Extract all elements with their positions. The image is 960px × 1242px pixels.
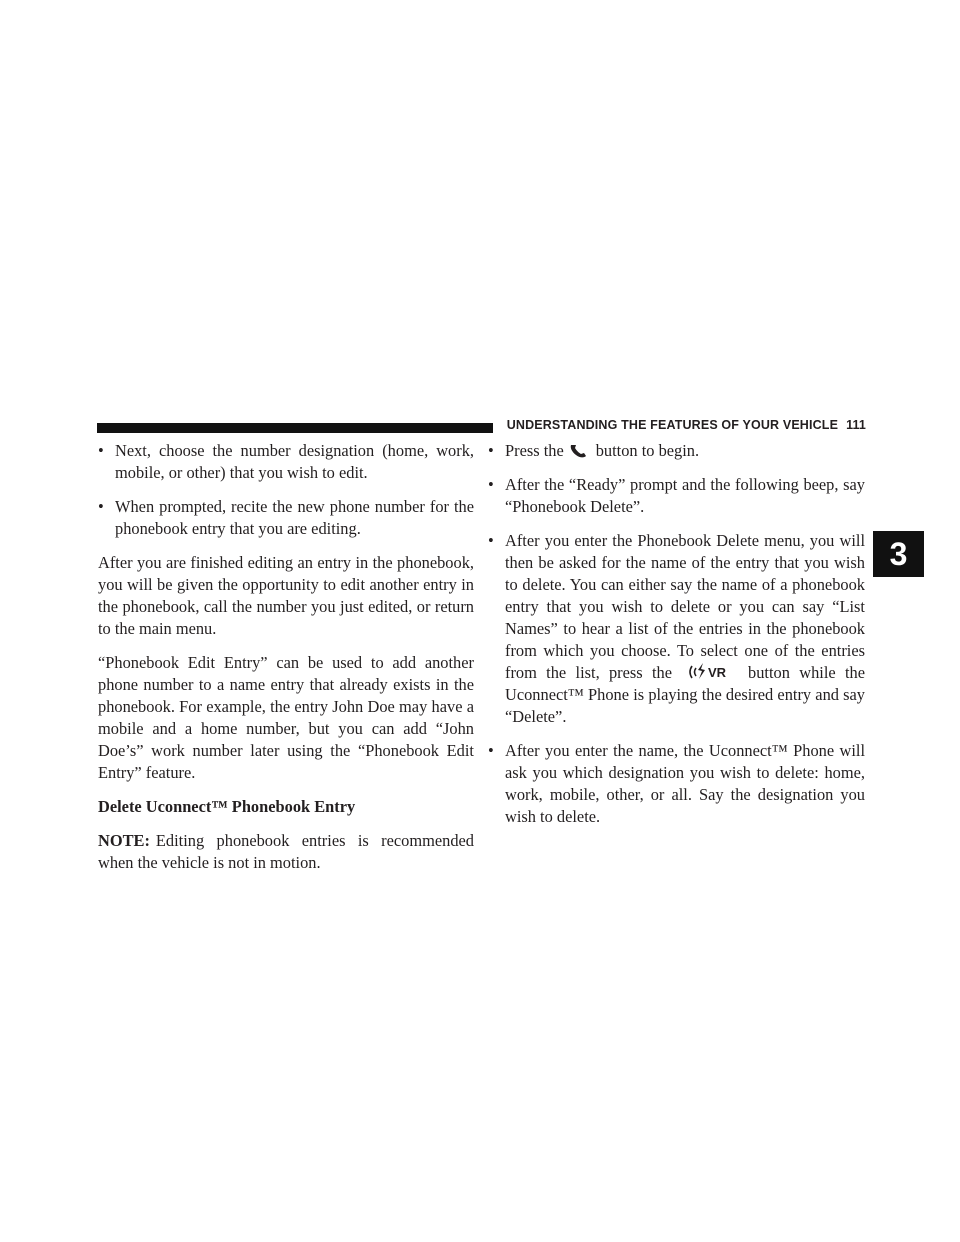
- voice-command-icon: [686, 662, 738, 682]
- bullet-text-before: Press the: [505, 441, 564, 460]
- list-item: [98, 496, 474, 540]
- list-item: [488, 530, 865, 728]
- note-text: Editing phonebook entries is recommended when the vehicle is not in motion.: [98, 831, 474, 872]
- bullet-text: Next, choose the number designation (home, work, mobile, or other) that you wish to edit.: [115, 441, 474, 482]
- note-paragraph: [98, 830, 474, 874]
- bullet-text: After you enter the name, the Uconnect™ Phone will ask you which designation you wish to delete: home, work, mobile, other, or all. Say the designation you wish to delete.: [505, 741, 865, 826]
- note-label: NOTE:: [98, 831, 150, 850]
- phone-icon: [566, 442, 592, 460]
- bullet-dot: •: [488, 475, 494, 494]
- right-column: [488, 440, 865, 840]
- list-item: [488, 474, 865, 518]
- section-heading: Delete Uconnect™ Phonebook Entry: [98, 797, 356, 816]
- paragraph: “Phonebook Edit Entry” can be used to add another phone number to a name entry that already exists in the phonebook. For example, the entry John Doe may have a mobile and a home number, but you can add “John Doe’s” work number later using the “Phonebook Edit Entry” feature.: [98, 653, 474, 782]
- paragraph: After you are finished editing an entry in the phonebook, you will be given the opportunity to edit another entry in the phonebook, call the number you just edited, or return to the main menu.: [98, 553, 474, 638]
- bullet-dot: •: [488, 531, 494, 550]
- bullet-dot: •: [98, 497, 104, 516]
- chapter-tab: 3: [873, 531, 924, 577]
- bullet-text: After the “Ready” prompt and the following beep, say “Phonebook Delete”.: [505, 475, 865, 516]
- header-title-text: UNDERSTANDING THE FEATURES OF YOUR VEHICLE: [506, 418, 839, 432]
- bullet-text-after: button to begin.: [595, 441, 700, 460]
- bullet-text-before: After you enter the Phonebook Delete menu, you will then be asked for the name of the entry that you wish to delete. You can either say the name of a phonebook entry that you wish to delete or you can say “List Names” to hear a list of the entries in the phonebook from which you choose. To select one of the entries from the list, press the: [505, 531, 865, 682]
- page-number: 111: [846, 418, 866, 432]
- list-item: [98, 440, 474, 484]
- bullet-text: When prompted, recite the new phone number for the phonebook entry that you are editing.: [115, 497, 474, 538]
- left-column: [98, 440, 474, 886]
- list-item: [488, 740, 865, 828]
- bullet-dot: •: [488, 741, 494, 760]
- running-header: [506, 418, 866, 432]
- bullet-dot: •: [98, 441, 104, 460]
- header-rule: [97, 423, 493, 433]
- bullet-dot: •: [488, 441, 494, 460]
- list-item: [488, 440, 865, 462]
- bullet-text-after: button while the Uconnect™ Phone is playing the desired entry and say “Delete”.: [505, 663, 866, 726]
- vr-label: VR: [708, 665, 727, 680]
